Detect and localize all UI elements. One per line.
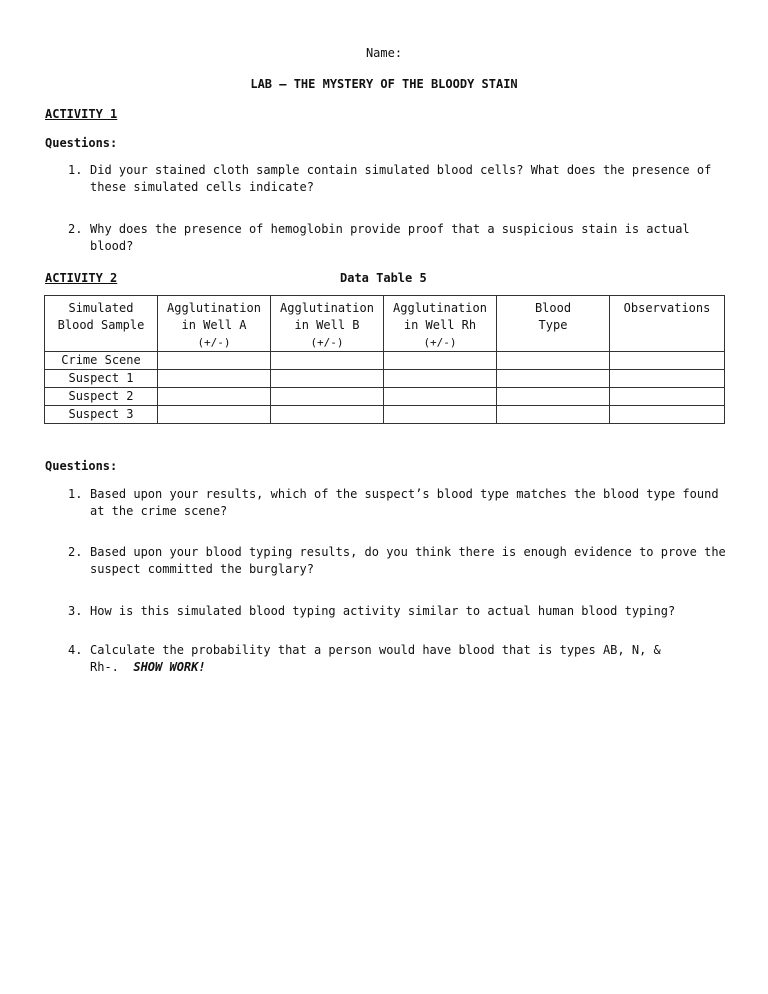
data-table-title: Data Table 5 [340,271,427,285]
question-text: How is this simulated blood typing activity similar to actual human blood typing? [90,604,676,618]
blank-cell[interactable] [158,406,271,424]
activity-1-question-2 [68,221,728,255]
row-label: Suspect 2 [45,388,158,406]
activity-2-question-3 [68,603,728,620]
blank-cell[interactable] [610,388,725,406]
blank-cell[interactable] [610,370,725,388]
activity-2-question-4 [68,642,728,676]
question-number: 1. [68,487,83,501]
blank-cell[interactable] [610,352,725,370]
table-row [45,388,725,406]
column-header-observations: Observations [610,296,725,352]
question-number: 4. [68,643,83,657]
table-row [45,406,725,424]
blank-cell[interactable] [497,388,610,406]
column-header-sample: Simulated Blood Sample [45,296,158,352]
blank-cell[interactable] [497,370,610,388]
question-number: 1. [68,163,83,177]
row-label: Suspect 3 [45,406,158,424]
question-text: Why does the presence of hemoglobin provide proof that a suspicious stain is actual blood? [90,222,690,253]
blank-cell[interactable] [271,352,384,370]
blank-cell[interactable] [271,406,384,424]
activity-1-heading: ACTIVITY 1 [45,107,118,121]
row-label: Crime Scene [45,352,158,370]
column-header-blood-type: Blood Type [497,296,610,352]
table-row [45,352,725,370]
blank-cell[interactable] [610,406,725,424]
table-row [45,370,725,388]
column-header-well-a: Agglutination in Well A (+/-) [158,296,271,352]
page-title: LAB – THE MYSTERY OF THE BLOODY STAIN [250,77,518,91]
show-work-emphasis: SHOW WORK! [133,660,206,674]
activity-1-question-1 [68,162,728,196]
blank-cell[interactable] [384,406,497,424]
column-header-well-rh: Agglutination in Well Rh (+/-) [384,296,497,352]
name-label: Name: [365,46,403,60]
activity-1-questions-heading: Questions: [45,136,118,150]
blank-cell[interactable] [158,352,271,370]
activity-2-heading: ACTIVITY 2 [45,271,118,285]
question-number: 3. [68,604,83,618]
row-label: Suspect 1 [45,370,158,388]
activity-2-questions-heading: Questions: [45,459,118,473]
data-table-5 [44,295,725,424]
blank-cell[interactable] [384,352,497,370]
blank-cell[interactable] [384,388,497,406]
question-text: Based upon your results, which of the suspect’s blood type matches the blood type found at the crime scene? [90,487,719,518]
blank-cell[interactable] [271,370,384,388]
blank-cell[interactable] [158,370,271,388]
question-number: 2. [68,222,83,236]
question-text: Did your stained cloth sample contain simulated blood cells? What does the presence of these simulated cells indicate? [90,163,712,194]
question-text: Calculate the probability that a person would have blood that is types AB, N, & Rh-. [90,643,661,674]
blank-cell[interactable] [384,370,497,388]
activity-2-question-2 [68,544,728,578]
question-number: 2. [68,545,83,559]
question-text: Based upon your blood typing results, do you think there is enough evidence to prove the suspect committed the burglary? [90,545,726,576]
blank-cell[interactable] [158,388,271,406]
blank-cell[interactable] [497,352,610,370]
activity-2-question-1 [68,486,728,520]
blank-cell[interactable] [497,406,610,424]
column-header-well-b: Agglutination in Well B (+/-) [271,296,384,352]
blank-cell[interactable] [271,388,384,406]
table-header-row [45,296,725,352]
